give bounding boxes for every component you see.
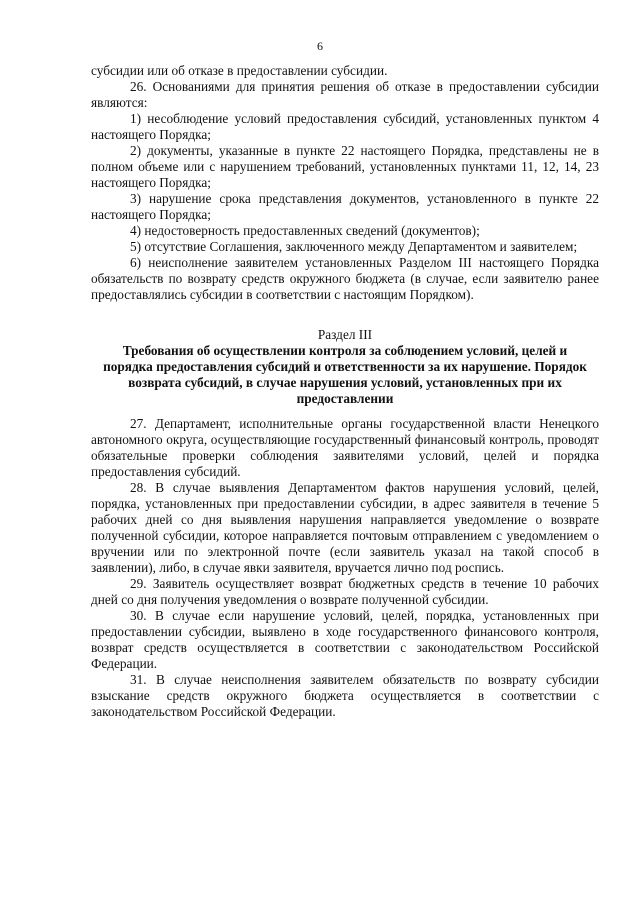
section-title: Требования об осуществлении контроля за соблюдением условий, целей и порядка предоставления субсидий и ответственности за их нарушение. Порядок возврата субсидий, в случае нарушения условий, установленных при их предоставлении xyxy=(103,343,587,406)
paragraph-30: 30. В случае если нарушение условий, целей, порядка, установленных при предоставлении субсидии, выявлено в ходе государственного финансового контроля, возврат средств осуществляется в соответствии с законодательством Российской Федерации. xyxy=(91,608,599,671)
paragraph-31: 31. В случае неисполнения заявителем обязательств по возврату субсидии взыскание средств окружного бюджета осуществляется в соответствии с законодательством Российской Федерации. xyxy=(91,672,599,719)
paragraph-28: 28. В случае выявления Департаментом фактов нарушения условий, целей, порядка, установленных при предоставлении субсидии, в адрес заявителя в течение 5 рабочих дней со дня выявления нарушения направляется уведомление о возврате полученной субсидии, которое направляется почтовым отправлением с уведомлением о вручении или по электронной почте (если заявитель указал на такой способ в заявлении), либо, в случае явки заявителя, вручается лично под роспись. xyxy=(91,480,599,575)
paragraph-continuation: субсидии или об отказе в предоставлении субсидии. xyxy=(91,63,388,78)
document-body xyxy=(91,0,599,720)
paragraph-29: 29. Заявитель осуществляет возврат бюджетных средств в течение 10 рабочих дней со дня получения уведомления о возврате полученной субсидии. xyxy=(91,576,599,607)
section-heading xyxy=(91,327,599,407)
list-item-6: 6) неисполнение заявителем установленных Разделом III настоящего Порядка обязательств по возврату средств окружного бюджета (в случае, если заявителю ранее предоставлялись субсидии в соответствии с настоящим Порядком). xyxy=(91,255,599,302)
list-item-1: 1) несоблюдение условий предоставления субсидий, установленных пунктом 4 настоящего Порядка; xyxy=(91,111,599,142)
list-item-5: 5) отсутствие Соглашения, заключенного между Департаментом и заявителем; xyxy=(130,239,578,254)
paragraph-27: 27. Департамент, исполнительные органы государственной власти Ненецкого автономного округа, осуществляющие государственный финансовый контроль, проводят обязательные проверки соблюдения заявителями условий, целей и порядка предоставления субсидий. xyxy=(91,416,599,479)
paragraph-26: 26. Основаниями для принятия решения об отказе в предоставлении субсидии являются: xyxy=(91,79,599,110)
list-item-4: 4) недостоверность предоставленных сведений (документов); xyxy=(130,223,480,238)
page-number: 6 xyxy=(317,39,323,53)
list-item-2: 2) документы, указанные в пункте 22 настоящего Порядка, представлены не в полном объеме или с нарушением требований, установленных пунктами 11, 12, 14, 23 настоящего Порядка; xyxy=(91,143,599,190)
list-item-3: 3) нарушение срока представления документов, установленного в пункте 22 настоящего Порядка; xyxy=(91,191,599,222)
section-label: Раздел III xyxy=(317,327,373,342)
